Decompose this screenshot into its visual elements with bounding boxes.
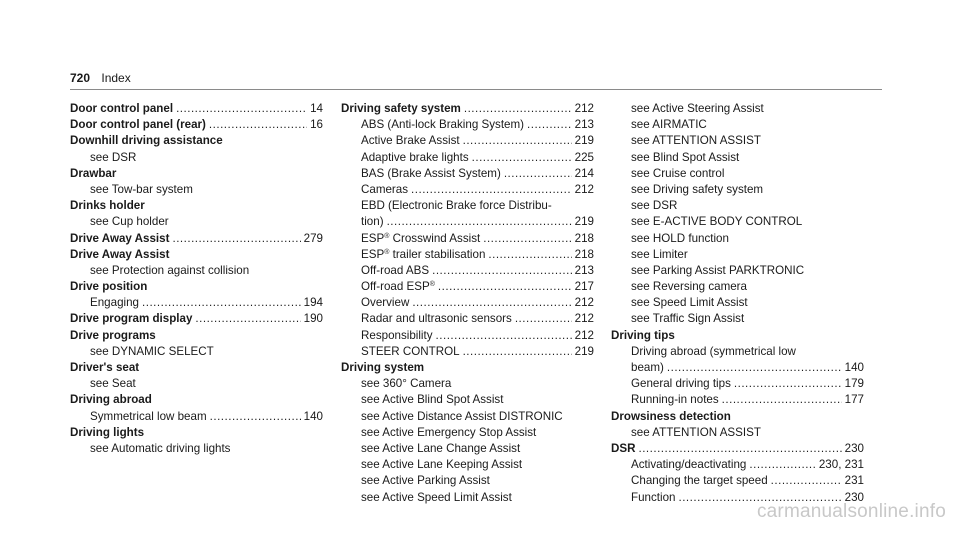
index-subentry	[611, 295, 864, 311]
dot-leader	[464, 101, 572, 117]
dot-leader	[172, 231, 300, 247]
entry-text: Driver's seat	[70, 361, 140, 374]
entry-text: see Active Steering Assist	[631, 102, 764, 115]
index-subentry	[341, 409, 594, 425]
index-heading	[70, 360, 323, 376]
page-reference: 230	[844, 490, 864, 504]
index-subentry	[611, 457, 864, 473]
page-reference: 279	[303, 231, 323, 245]
index-subentry	[341, 150, 594, 166]
page-reference: 190	[303, 312, 323, 326]
entry-text: see HOLD function	[631, 231, 729, 245]
entry-text: Drowsiness detection	[611, 409, 731, 423]
page-reference: 218	[574, 231, 594, 245]
entry-text: see DYNAMIC SELECT	[90, 344, 214, 358]
index-subentry	[70, 182, 323, 198]
dot-leader	[515, 311, 572, 327]
entry-text: Overview	[361, 296, 410, 310]
entry-text: see Automatic driving lights	[90, 441, 231, 455]
index-subentry	[341, 311, 594, 327]
index-subentry	[341, 182, 594, 198]
entry-text: Running-in notes	[631, 393, 719, 407]
page-reference: 177	[844, 393, 864, 407]
index-subentry	[611, 247, 864, 263]
entry-text: Changing the target speed	[631, 474, 768, 488]
entry-text: see Tow-bar system	[90, 182, 193, 196]
index-heading	[70, 311, 323, 327]
page-reference: 214	[574, 166, 594, 180]
entry-text: Driving system	[341, 361, 425, 374]
page-reference: 212	[574, 328, 594, 342]
page-reference: 231	[844, 474, 864, 488]
dot-leader	[210, 409, 301, 425]
entry-text: ESP® Crosswind Assist	[361, 231, 481, 245]
page-reference: 218	[574, 247, 594, 261]
page-reference: 212	[574, 102, 594, 115]
index-subentry	[611, 425, 864, 441]
page-reference: 14	[310, 102, 323, 115]
entry-text: BAS (Brake Assist System)	[361, 166, 501, 180]
dot-leader	[411, 182, 572, 198]
index-subentry	[70, 263, 323, 279]
dot-leader	[504, 166, 572, 182]
entry-text: see Active Blind Spot Assist	[361, 393, 504, 407]
entry-text: Symmetrical low beam	[90, 409, 207, 423]
index-subentry	[341, 425, 594, 441]
entry-text: see Parking Assist PARKTRONIC	[631, 263, 805, 277]
index-heading	[70, 279, 323, 295]
index-subentry	[70, 441, 323, 457]
index-column-2	[341, 101, 594, 506]
index-subentry	[341, 295, 594, 311]
dot-leader	[463, 133, 572, 149]
dot-leader	[436, 328, 572, 344]
entry-text: Drive Away Assist	[70, 231, 170, 245]
dot-leader	[749, 457, 815, 473]
index-subentry	[611, 392, 864, 408]
page-reference: 140	[303, 409, 323, 423]
index-subentry	[611, 263, 864, 279]
index-subentry	[341, 392, 594, 408]
index-subentry	[611, 360, 864, 376]
entry-text: see Cup holder	[90, 215, 169, 229]
index-subentry	[611, 279, 864, 295]
index-subentry	[341, 214, 594, 230]
dot-leader	[195, 311, 300, 327]
entry-text: see Active Emergency Stop Assist	[361, 425, 537, 439]
dot-leader	[412, 295, 571, 311]
index-subentry	[611, 376, 864, 392]
dot-leader	[387, 214, 572, 230]
index-subentry	[341, 457, 594, 473]
index-subentry	[611, 166, 864, 182]
entry-text: see ATTENTION ASSIST	[631, 134, 761, 148]
entry-text: see DSR	[90, 150, 137, 164]
dot-leader	[432, 263, 572, 279]
entry-text: beam)	[631, 361, 664, 374]
index-heading	[70, 166, 323, 182]
index-subentry	[611, 214, 864, 230]
entry-text: see Protection against collision	[90, 263, 250, 277]
index-subentry	[341, 198, 594, 214]
section-title: Index	[101, 71, 131, 85]
index-subentry	[611, 198, 864, 214]
index-subentry	[611, 231, 864, 247]
index-subentry	[611, 133, 864, 149]
entry-text: Active Brake Assist	[361, 134, 460, 148]
page-reference: 212	[574, 182, 594, 196]
index-subentry	[70, 376, 323, 392]
entry-text: Off-road ABS	[361, 263, 430, 277]
entry-text: Drive position	[70, 280, 148, 294]
index-subentry	[70, 409, 323, 425]
dot-leader	[438, 279, 572, 295]
page-reference: 212	[574, 312, 594, 326]
page-reference: 217	[574, 280, 594, 294]
index-subentry	[70, 295, 323, 311]
entry-text: see Active Lane Keeping Assist	[361, 458, 523, 472]
dot-leader	[488, 247, 571, 263]
entry-text: Driving tips	[611, 328, 675, 342]
index-subentry	[341, 279, 594, 295]
dot-leader	[722, 392, 842, 408]
index-subentry	[341, 376, 594, 392]
index-subentry	[611, 101, 864, 117]
registered-mark: ®	[429, 281, 435, 289]
entry-text: see Limiter	[631, 247, 688, 261]
page-header	[70, 70, 131, 86]
page-reference: 219	[574, 344, 594, 358]
entry-text: Activating/deactivating	[631, 458, 747, 472]
entry-text: Downhill driving assistance	[70, 134, 223, 148]
entry-text: Driving abroad (symmetrical low	[631, 344, 796, 358]
entry-text: Door control panel	[70, 102, 174, 115]
dot-leader	[209, 117, 307, 133]
entry-text: Function	[631, 490, 676, 504]
index-subentry	[341, 133, 594, 149]
entry-text: see Traffic Sign Assist	[631, 312, 745, 326]
watermark: carmanualsonline.info	[756, 501, 946, 522]
entry-text: see DSR	[631, 199, 678, 213]
entry-text: ABS (Anti-lock Braking System)	[361, 118, 525, 132]
index-subentry	[341, 328, 594, 344]
page-reference: 219	[574, 215, 594, 229]
index-subentry	[341, 473, 594, 489]
registered-mark: ®	[384, 248, 390, 256]
header-rule	[70, 89, 882, 90]
page-reference: 230	[844, 441, 864, 455]
index-column-1	[70, 101, 323, 457]
entry-text: see Speed Limit Assist	[631, 296, 748, 310]
index-subentry	[611, 311, 864, 327]
index-heading	[70, 133, 323, 149]
dot-leader	[463, 344, 572, 360]
entry-text: see Reversing camera	[631, 280, 747, 294]
dot-leader	[176, 101, 307, 117]
index-heading	[70, 247, 323, 263]
index-subentry	[611, 117, 864, 133]
dot-leader	[667, 360, 842, 376]
index-subentry	[70, 344, 323, 360]
entry-text: Off-road ESP®	[361, 280, 435, 294]
dot-leader	[638, 441, 841, 457]
page-reference: 212	[574, 296, 594, 310]
dot-leader	[734, 376, 842, 392]
page-reference: 230, 231	[818, 458, 864, 472]
entry-text: ESP® trailer stabilisation	[361, 247, 486, 261]
index-subentry	[611, 344, 864, 360]
entry-text: Drawbar	[70, 166, 117, 180]
entry-text: Cameras	[361, 182, 409, 196]
dot-leader	[472, 150, 572, 166]
page-number: 720	[70, 71, 91, 85]
entry-text: see Active Speed Limit Assist	[361, 490, 512, 504]
entry-text: Driving safety system	[341, 102, 461, 115]
entry-text: see Active Lane Change Assist	[361, 441, 521, 455]
entry-text: tion)	[361, 215, 384, 229]
index-heading	[70, 231, 323, 247]
index-subentry	[611, 473, 864, 489]
entry-text: see Active Distance Assist DISTRONIC	[361, 409, 563, 423]
entry-text: STEER CONTROL	[361, 344, 460, 358]
entry-text: Drive Away Assist	[70, 247, 170, 261]
entry-text: General driving tips	[631, 377, 731, 391]
index-heading	[341, 360, 594, 376]
entry-text: see E-ACTIVE BODY CONTROL	[631, 215, 803, 229]
registered-mark: ®	[384, 232, 390, 240]
index-subentry	[70, 214, 323, 230]
entry-text: Driving abroad	[70, 393, 152, 407]
index-subentry	[341, 231, 594, 247]
index-heading	[70, 117, 323, 133]
entry-text: see Cruise control	[631, 166, 725, 180]
page-reference: 194	[303, 296, 323, 310]
index-subentry	[341, 441, 594, 457]
entry-text: Drinks holder	[70, 199, 145, 213]
index-subentry	[70, 150, 323, 166]
entry-text: Door control panel (rear)	[70, 118, 206, 132]
index-column-3	[611, 101, 864, 506]
index-subentry	[341, 117, 594, 133]
dot-leader	[771, 473, 842, 489]
entry-text: Driving lights	[70, 425, 145, 439]
page-reference: 219	[574, 134, 594, 148]
index-heading	[341, 101, 594, 117]
index-heading	[70, 425, 323, 441]
page-reference: 179	[844, 377, 864, 391]
index-subentry	[341, 490, 594, 506]
index-heading	[611, 441, 864, 457]
index-heading	[611, 328, 864, 344]
entry-text: see Seat	[90, 377, 136, 391]
entry-text: see Driving safety system	[631, 182, 764, 196]
index-subentry	[611, 182, 864, 198]
index-heading	[611, 409, 864, 425]
index-heading	[70, 328, 323, 344]
entry-text: Responsibility	[361, 328, 433, 342]
entry-text: EBD (Electronic Brake force Distribu-	[361, 199, 552, 213]
page-reference: 16	[310, 118, 323, 132]
index-heading	[70, 101, 323, 117]
entry-text: Engaging	[90, 296, 139, 310]
index-subentry	[341, 247, 594, 263]
dot-leader	[527, 117, 572, 133]
entry-text: Drive programs	[70, 328, 156, 342]
entry-text: Adaptive brake lights	[361, 150, 469, 164]
index-subentry	[341, 263, 594, 279]
index-subentry	[341, 166, 594, 182]
page-reference: 140	[844, 361, 864, 374]
entry-text: Drive program display	[70, 312, 193, 326]
page-reference: 213	[574, 263, 594, 277]
entry-text: Radar and ultrasonic sensors	[361, 312, 512, 326]
entry-text: see ATTENTION ASSIST	[631, 425, 761, 439]
page-reference: 213	[574, 118, 594, 132]
dot-leader	[483, 231, 571, 247]
index-subentry	[341, 344, 594, 360]
dot-leader	[142, 295, 301, 311]
index-heading	[70, 392, 323, 408]
page-reference: 225	[574, 150, 594, 164]
entry-text: see Blind Spot Assist	[631, 150, 740, 164]
entry-text: DSR	[611, 441, 636, 455]
entry-text: see 360° Camera	[361, 377, 452, 391]
entry-text: see AIRMATIC	[631, 118, 707, 132]
index-heading	[70, 198, 323, 214]
entry-text: see Active Parking Assist	[361, 474, 490, 488]
index-subentry	[611, 150, 864, 166]
